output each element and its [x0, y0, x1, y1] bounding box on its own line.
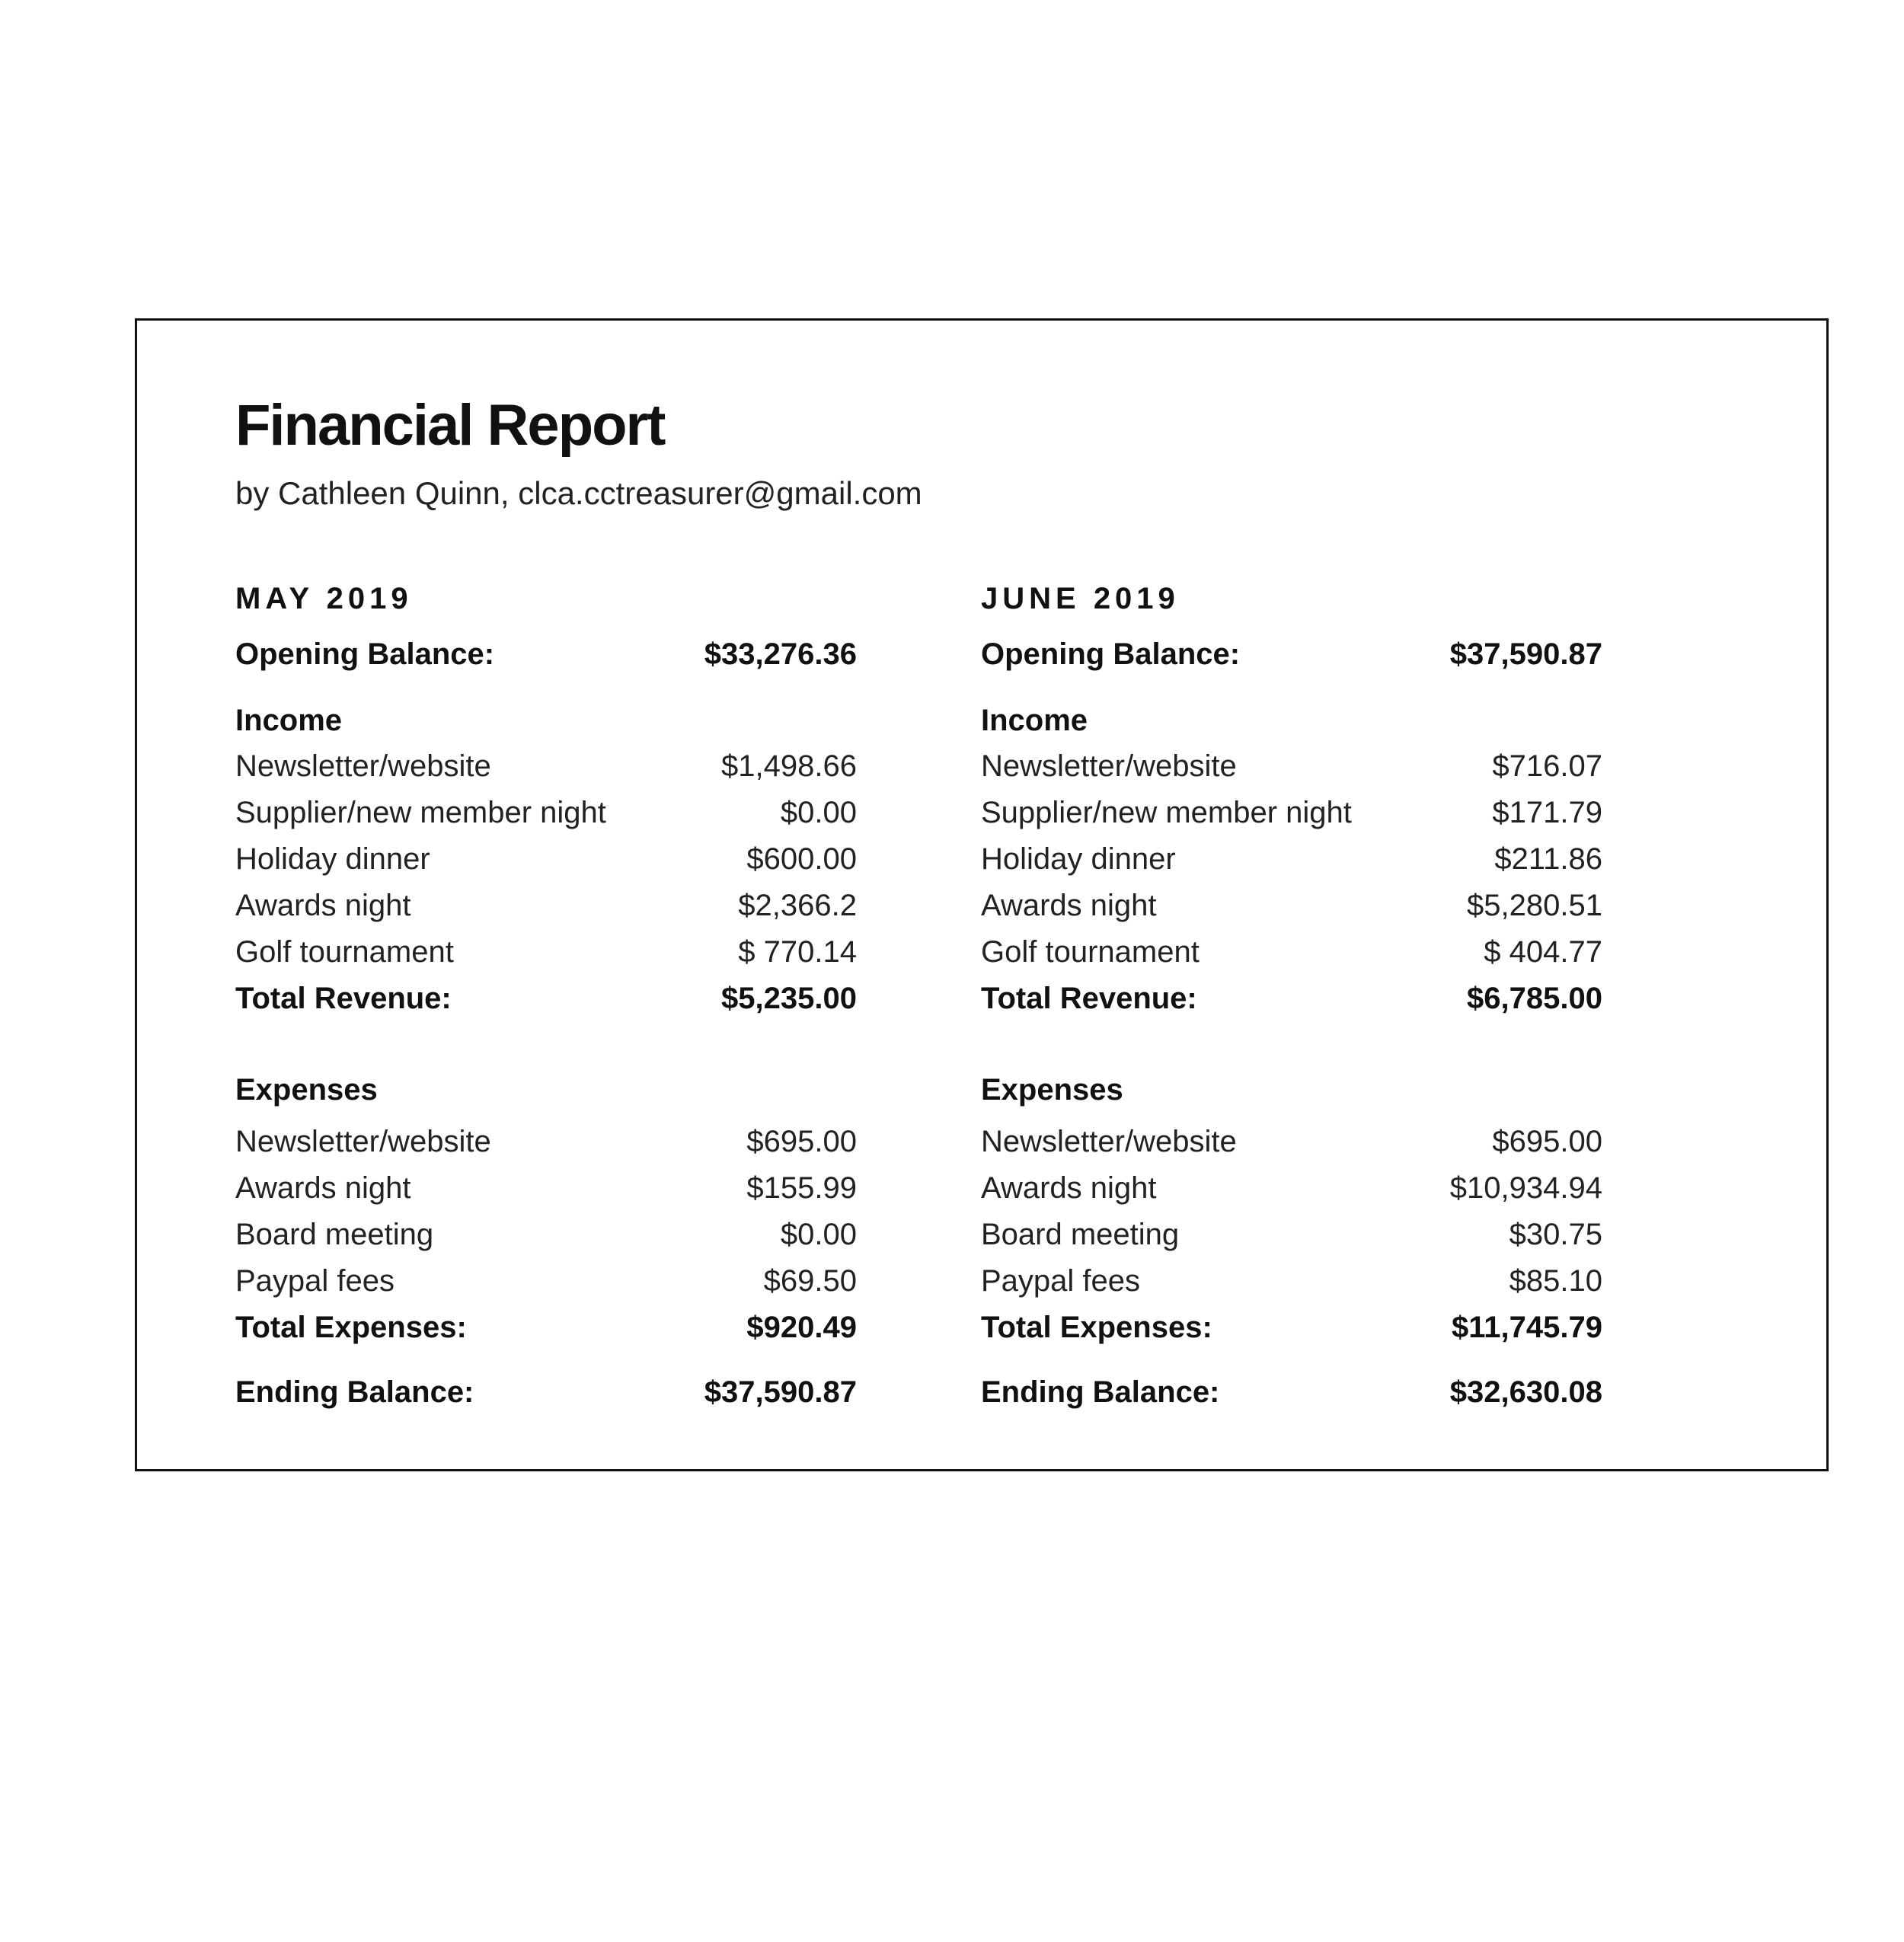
- income-row: [981, 840, 1602, 878]
- expense-row: [235, 1215, 857, 1254]
- income-heading: Income: [981, 704, 1088, 737]
- income-row: [235, 886, 857, 925]
- opening-balance-row: [981, 635, 1602, 673]
- income-row: [981, 747, 1602, 785]
- opening-balance-label: Opening Balance:: [981, 637, 1241, 671]
- expense-label: Paypal fees: [235, 1264, 395, 1298]
- expense-value: $30.75: [1509, 1218, 1602, 1251]
- ending-balance-value: $37,590.87: [704, 1375, 857, 1409]
- total-revenue-label: Total Revenue:: [981, 982, 1197, 1015]
- ending-balance-row: [235, 1373, 857, 1411]
- total-expenses-label: Total Expenses:: [981, 1311, 1212, 1344]
- income-value: $ 404.77: [1484, 935, 1602, 969]
- income-label: Awards night: [981, 889, 1157, 922]
- report-title: Financial Report: [235, 393, 665, 458]
- income-value: $171.79: [1492, 796, 1602, 829]
- expense-row: [981, 1169, 1602, 1207]
- income-value: $1,498.66: [721, 749, 857, 783]
- income-label: Supplier/new member night: [981, 796, 1352, 829]
- ending-balance-label: Ending Balance:: [981, 1375, 1220, 1409]
- total-expenses-value: $920.49: [746, 1311, 857, 1344]
- expense-value: $10,934.94: [1449, 1171, 1602, 1205]
- income-row: [981, 794, 1602, 832]
- income-value: $ 770.14: [738, 935, 857, 969]
- expense-value: $0.00: [780, 1218, 857, 1251]
- expense-row: [235, 1169, 857, 1207]
- expense-row: [235, 1123, 857, 1161]
- income-row: [981, 886, 1602, 925]
- total-revenue-label: Total Revenue:: [235, 982, 452, 1015]
- income-row: [235, 794, 857, 832]
- expense-value: $85.10: [1509, 1264, 1602, 1298]
- expense-value: $69.50: [763, 1264, 857, 1298]
- ending-balance-row: [981, 1373, 1602, 1411]
- opening-balance-row: [235, 635, 857, 673]
- expense-value: $155.99: [746, 1171, 857, 1205]
- income-value: $0.00: [780, 796, 857, 829]
- expense-row: [981, 1262, 1602, 1300]
- month-heading: JUNE 2019: [981, 582, 1180, 615]
- income-label: Newsletter/website: [981, 749, 1237, 783]
- income-value: $600.00: [746, 842, 857, 876]
- expense-label: Board meeting: [981, 1218, 1180, 1251]
- expense-label: Newsletter/website: [235, 1125, 491, 1158]
- ending-balance-label: Ending Balance:: [235, 1375, 474, 1409]
- report-byline: by Cathleen Quinn, clca.cctreasurer@gmail.com: [235, 475, 922, 511]
- income-value: $716.07: [1492, 749, 1602, 783]
- expenses-heading: Expenses: [235, 1073, 378, 1107]
- total-expenses-label: Total Expenses:: [235, 1311, 467, 1344]
- expense-value: $695.00: [1492, 1125, 1602, 1158]
- total-revenue-row: [981, 979, 1602, 1017]
- income-label: Holiday dinner: [981, 842, 1176, 876]
- expenses-heading: Expenses: [981, 1073, 1123, 1107]
- expense-label: Awards night: [235, 1171, 411, 1205]
- expense-label: Newsletter/website: [981, 1125, 1237, 1158]
- expense-row: [981, 1123, 1602, 1161]
- income-label: Supplier/new member night: [235, 796, 606, 829]
- income-label: Awards night: [235, 889, 411, 922]
- total-expenses-row: [981, 1308, 1602, 1346]
- financial-report-panel: [135, 318, 1829, 1471]
- expense-row: [235, 1262, 857, 1300]
- opening-balance-value: $37,590.87: [1449, 637, 1602, 671]
- income-row: [981, 933, 1602, 971]
- expense-label: Board meeting: [235, 1218, 434, 1251]
- expense-value: $695.00: [746, 1125, 857, 1158]
- expense-label: Paypal fees: [981, 1264, 1141, 1298]
- expense-label: Awards night: [981, 1171, 1157, 1205]
- income-label: Golf tournament: [981, 935, 1200, 969]
- income-label: Holiday dinner: [235, 842, 430, 876]
- total-revenue-value: $5,235.00: [721, 982, 857, 1015]
- total-revenue-row: [235, 979, 857, 1017]
- opening-balance-value: $33,276.36: [704, 637, 857, 671]
- total-expenses-row: [235, 1308, 857, 1346]
- income-label: Golf tournament: [235, 935, 454, 969]
- income-value: $2,366.2: [738, 889, 857, 922]
- income-value: $211.86: [1494, 842, 1602, 876]
- income-label: Newsletter/website: [235, 749, 491, 783]
- total-revenue-value: $6,785.00: [1467, 982, 1602, 1015]
- income-row: [235, 840, 857, 878]
- month-heading: MAY 2019: [235, 582, 413, 615]
- income-value: $5,280.51: [1467, 889, 1602, 922]
- opening-balance-label: Opening Balance:: [235, 637, 495, 671]
- income-row: [235, 933, 857, 971]
- ending-balance-value: $32,630.08: [1449, 1375, 1602, 1409]
- expense-row: [981, 1215, 1602, 1254]
- income-heading: Income: [235, 704, 343, 737]
- total-expenses-value: $11,745.79: [1452, 1311, 1602, 1344]
- income-row: [235, 747, 857, 785]
